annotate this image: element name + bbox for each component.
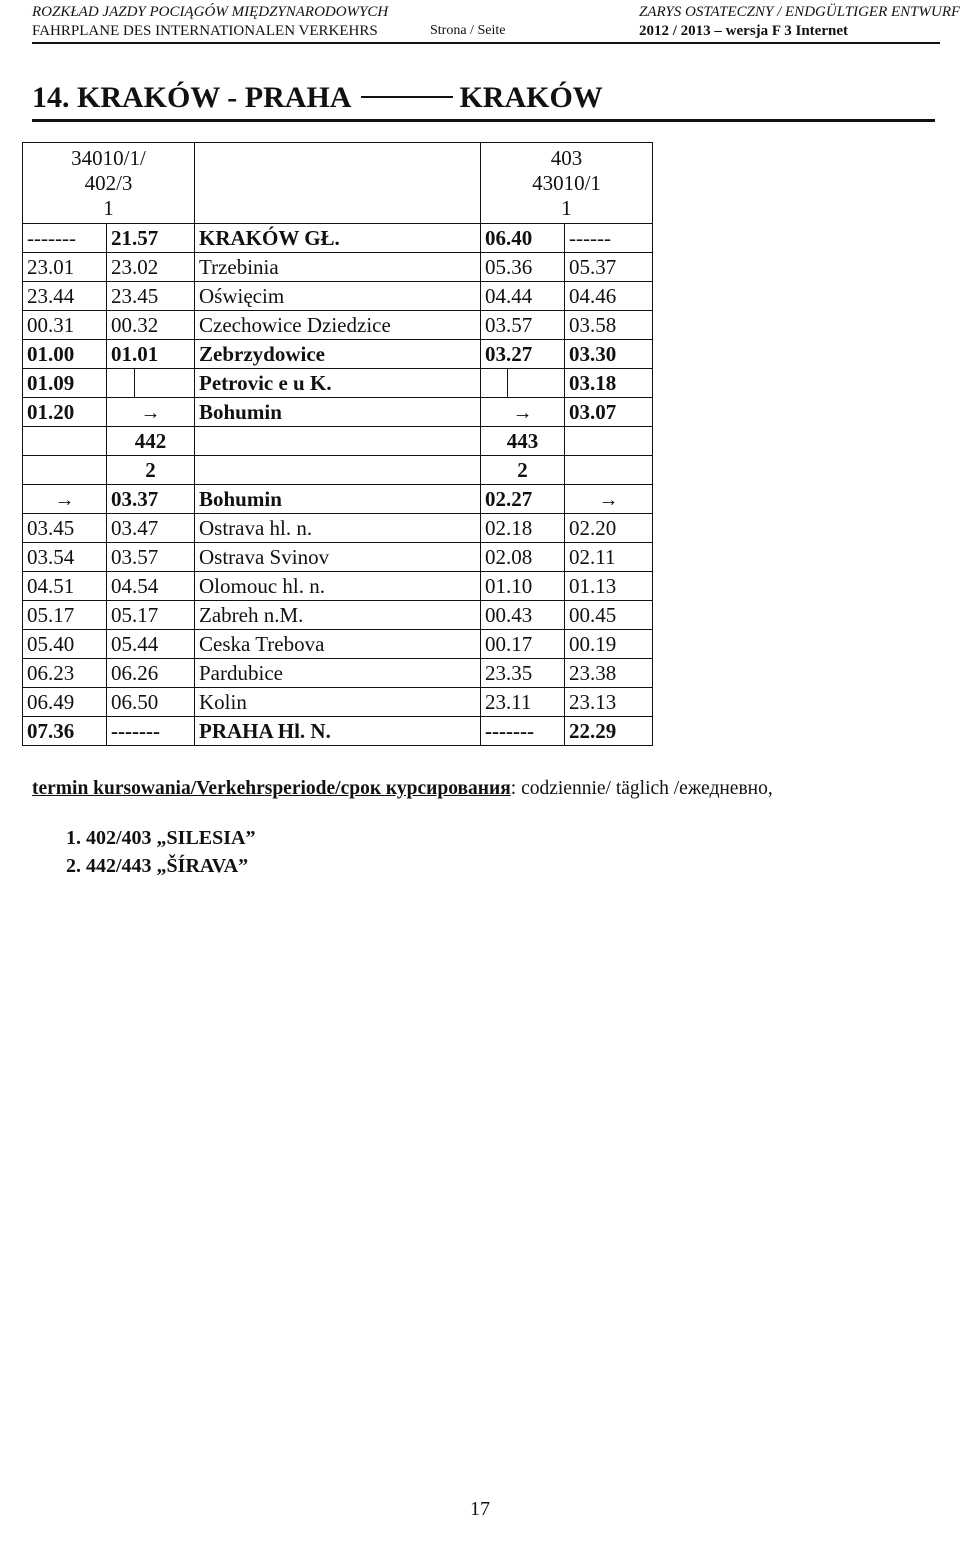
table-row: 06.23 06.26 Pardubice 23.35 23.38 [23,659,653,688]
table-row: 03.54 03.57 Ostrava Svinov 02.08 02.11 [23,543,653,572]
period-label: termin kursowania/Verkehrsperiode/срок курсирования [32,778,511,799]
header-page-label: Strona / Seite [430,23,506,38]
table-row: 01.00 01.01 Zebrzydowice 03.27 03.30 [23,340,653,369]
station-head [195,143,481,224]
arrow-right-icon: → [598,488,619,511]
page-number: 17 [470,1498,490,1520]
running-period [32,778,773,800]
header-title-polish: ROZKŁAD JAZDY POCIĄGÓW MIĘDZYNARODOWYCH [32,4,389,20]
header-version: 2012 / 2013 – wersja F 3 Internet [639,23,848,39]
timetable-head-row [23,143,653,224]
title-route: 14. KRAKÓW - PRAHA [32,81,352,114]
period-text: : codziennie/ täglich /ежедневно, [510,778,773,799]
table-row: 05.40 05.44 Ceska Trebova 00.17 00.19 [23,630,653,659]
train-number-right: 403 43010/1 1 [481,143,653,224]
table-row: 07.36 ------- PRAHA Hl. N. ------- 22.29 [23,717,653,746]
table-row: 05.17 05.17 Zabreh n.M. 00.43 00.45 [23,601,653,630]
branch-line-left [134,369,135,397]
branch-left-column [107,369,195,398]
arrow-right-icon: → [512,401,533,424]
table-row: 23.44 23.45 Oświęcim 04.44 04.46 [23,282,653,311]
footnotes [66,824,256,880]
timetable [22,142,653,746]
table-row-bohumin-train: 442 443 [23,427,653,456]
table-row-petrovic: 01.09 Petrovic e u K. 03.18 [23,369,653,398]
branch-line-right [507,369,508,397]
train-number-left: 34010/1/ 402/3 1 [23,143,195,224]
title-return: KRAKÓW [459,81,603,114]
branch-right-column [481,369,565,398]
table-row: 23.01 23.02 Trzebinia 05.36 05.37 [23,253,653,282]
table-row: 00.31 00.32 Czechowice Dziedzice 03.57 03.58 [23,311,653,340]
table-row: 04.51 04.54 Olomouc hl. n. 01.10 01.13 [23,572,653,601]
header-draft-label: ZARYS OSTATECZNY / ENDGÜLTIGER ENTWURF [639,4,960,20]
page-title [32,76,935,122]
footnote-1: 1. 402/403 „SILESIA” [66,827,256,849]
title-dash [361,96,453,98]
table-row: ------- 21.57 KRAKÓW GŁ. 06.40 ------ [23,224,653,253]
table-row-bohumin-bottom: → 03.37 Bohumin 02.27 → [23,485,653,514]
arrow-right-icon: → [140,401,161,424]
table-row-bohumin-top: 01.20 → Bohumin → 03.07 [23,398,653,427]
table-row-bohumin-note: 2 2 [23,456,653,485]
table-row: 03.45 03.47 Ostrava hl. n. 02.18 02.20 [23,514,653,543]
header-rule [32,42,940,44]
table-row: 06.49 06.50 Kolin 23.11 23.13 [23,688,653,717]
header-title-german: FAHRPLANE DES INTERNATIONALEN VERKEHRS [32,23,378,39]
footnote-2: 2. 442/443 „ŠÍRAVA” [66,855,249,877]
arrow-right-icon: → [54,488,75,511]
